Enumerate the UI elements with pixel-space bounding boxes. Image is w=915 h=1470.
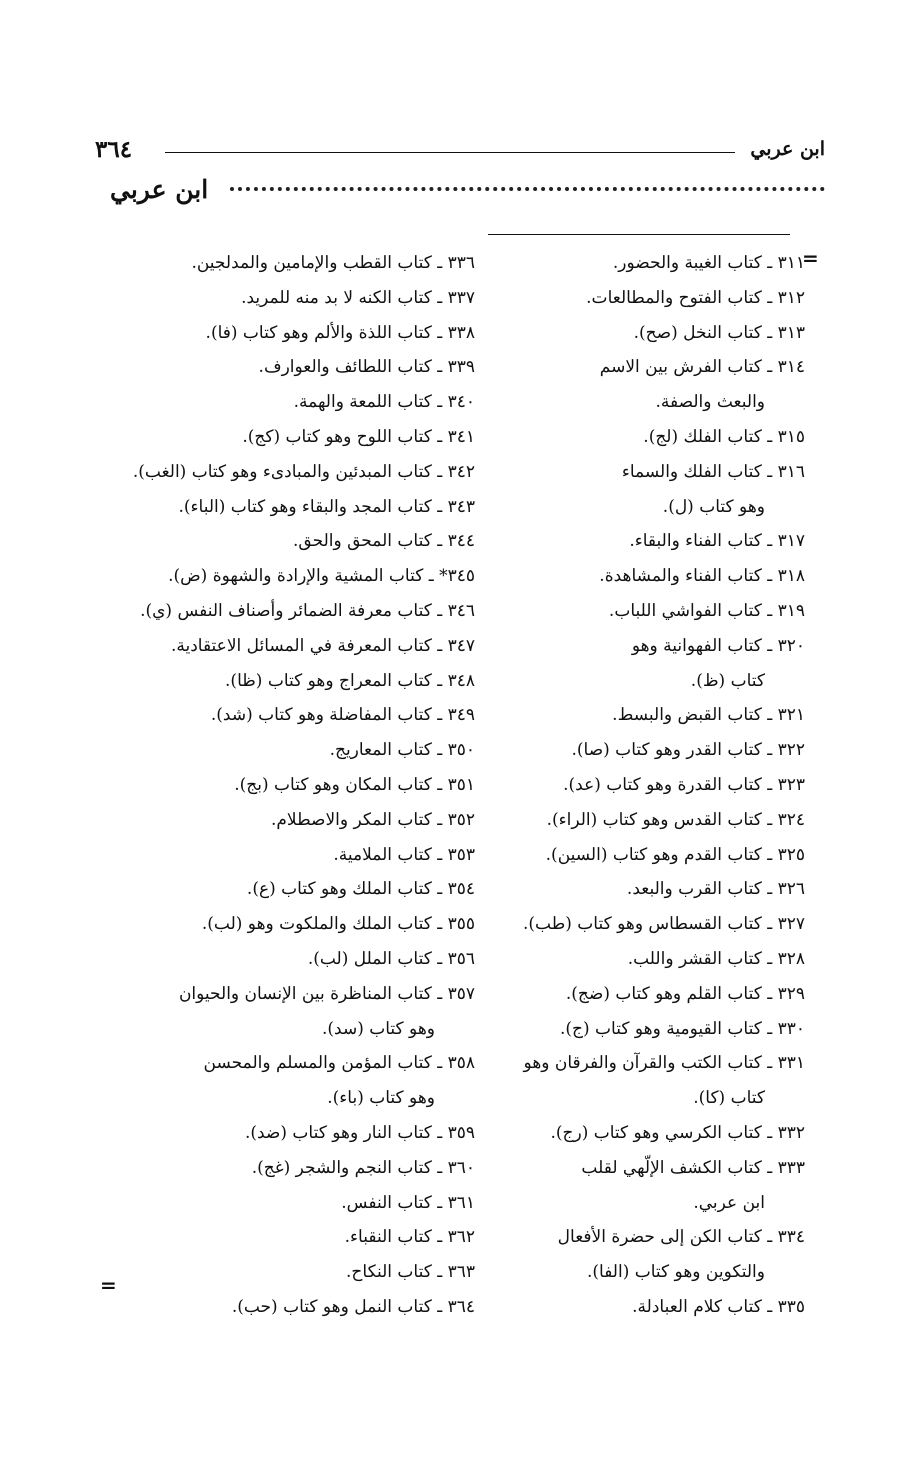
list-item: ٣٣٤ ـ كتاب الكن إلى حضرة الأفعال bbox=[557, 1227, 805, 1248]
list-item: ٣١٥ ـ كتاب الفلك (لج). bbox=[643, 426, 805, 447]
list-item: ٣٢٥ ـ كتاب القدم وهو كتاب (السين). bbox=[545, 844, 805, 865]
list-item: ٣٤٥* ـ كتاب المشية والإرادة والشهوة (ض). bbox=[168, 566, 475, 587]
list-item: ٣٥٨ ـ كتاب المؤمن والمسلم والمحسن bbox=[203, 1053, 475, 1074]
list-item: ٣٣٠ ـ كتاب القيومية وهو كتاب (ج). bbox=[560, 1018, 805, 1039]
list-item: ٣٣٨ ـ كتاب اللذة والألم وهو كتاب (فا). bbox=[205, 322, 475, 343]
column-top-rule bbox=[488, 234, 790, 235]
right-column bbox=[475, 246, 805, 1325]
list-item: ٣٣٣ ـ كتاب الكشف الإلّهي لقلب bbox=[581, 1157, 805, 1178]
list-item: ٣٤٧ ـ كتاب المعرفة في المسائل الاعتقادية. bbox=[170, 635, 475, 656]
list-item: ٣١٩ ـ كتاب الفواشي اللباب. bbox=[608, 600, 805, 621]
list-item: ٣١٤ ـ كتاب الفرش بين الاسم bbox=[599, 357, 805, 378]
list-item: ٣٣٧ ـ كتاب الكنه لا بد منه للمريد. bbox=[241, 287, 475, 308]
running-head-rule bbox=[165, 152, 735, 153]
list-item: ٣٤٤ ـ كتاب المحق والحق. bbox=[293, 531, 475, 552]
list-item: ٣٣١ ـ كتاب الكتب والقرآن والفرقان وهو bbox=[523, 1053, 805, 1074]
list-item: ٣٢٨ ـ كتاب القشر واللب. bbox=[627, 948, 805, 969]
list-item: ٣٥٤ ـ كتاب الملك وهو كتاب (ع). bbox=[246, 879, 475, 900]
list-item: ٣١٧ ـ كتاب الفناء والبقاء. bbox=[629, 531, 805, 552]
list-item: ٣٣٥ ـ كتاب كلام العبادلة. bbox=[632, 1296, 805, 1317]
entry-heading-name: ابن عربي bbox=[110, 175, 209, 204]
list-item: ٣٤٨ ـ كتاب المعراج وهو كتاب (ظا). bbox=[225, 670, 475, 691]
list-item: كتاب (كا). bbox=[693, 1088, 765, 1109]
list-item: ٣٦٤ ـ كتاب النمل وهو كتاب (حب). bbox=[231, 1296, 475, 1317]
list-item: والبعث والصفة. bbox=[655, 392, 765, 413]
list-item: ٣١١ ـ كتاب الغيبة والحضور. bbox=[612, 253, 805, 273]
running-head bbox=[95, 138, 825, 168]
list-item: ٣٤٠ ـ كتاب اللمعة والهمة. bbox=[293, 392, 475, 413]
continuation-mark-left: = bbox=[100, 1273, 117, 1297]
left-column bbox=[115, 246, 475, 1325]
page-number: ٣٦٤ bbox=[95, 136, 133, 163]
list-item: ٣٢٤ ـ كتاب القدس وهو كتاب (الراء). bbox=[546, 809, 805, 830]
dotted-leader bbox=[230, 187, 825, 191]
list-item: وهو كتاب (سد). bbox=[321, 1018, 435, 1039]
list-item: ٣٢٢ ـ كتاب القدر وهو كتاب (صا). bbox=[571, 740, 805, 761]
list-item: كتاب (ظ). bbox=[690, 670, 765, 691]
list-item: ٣٤٣ ـ كتاب المجد والبقاء وهو كتاب (الباء). bbox=[178, 496, 475, 517]
list-item: وهو كتاب (باء). bbox=[327, 1088, 435, 1109]
list-item: ٣٦٠ ـ كتاب النجم والشجر (غج). bbox=[251, 1157, 475, 1178]
list-item: ٣٣٩ ـ كتاب اللطائف والعوارف. bbox=[258, 357, 475, 378]
list-item: وهو كتاب (ل). bbox=[662, 496, 765, 517]
list-item: ٣٥٩ ـ كتاب النار وهو كتاب (ضد). bbox=[244, 1122, 475, 1143]
list-item: ٣٦١ ـ كتاب النفس. bbox=[341, 1192, 475, 1213]
list-item: ابن عربي. bbox=[693, 1192, 765, 1213]
list-item: ٣٥٦ ـ كتاب الملل (لب). bbox=[307, 948, 475, 969]
list-item: ٣٦٣ ـ كتاب النكاح. bbox=[346, 1262, 475, 1283]
list-item: ٣٤١ ـ كتاب اللوح وهو كتاب (كج). bbox=[242, 426, 475, 447]
list-item: ٣١٢ ـ كتاب الفتوح والمطالعات. bbox=[586, 287, 805, 308]
list-item: والتكوين وهو كتاب (الفا). bbox=[586, 1262, 765, 1283]
list-item: ٣٥٧ ـ كتاب المناظرة بين الإنسان والحيوان bbox=[178, 983, 475, 1004]
list-item: ٣٦٢ ـ كتاب النقباء. bbox=[344, 1227, 475, 1248]
list-item: ٣٥٥ ـ كتاب الملك والملكوت وهو (لب). bbox=[201, 914, 475, 935]
list-item: ٣٣٢ ـ كتاب الكرسي وهو كتاب (رج). bbox=[550, 1122, 805, 1143]
list-item: ٣٢٠ ـ كتاب الفهوانية وهو bbox=[631, 635, 805, 656]
entry-heading bbox=[95, 175, 825, 215]
running-head-title: ابن عربي bbox=[750, 138, 825, 160]
list-item: ٣٢٦ ـ كتاب القرب والبعد. bbox=[626, 879, 805, 900]
list-item: ٣٢٣ ـ كتاب القدرة وهو كتاب (عد). bbox=[563, 774, 805, 795]
list-item: ٣٢٧ ـ كتاب القسطاس وهو كتاب (طب). bbox=[522, 914, 805, 935]
list-item: ٣٢١ ـ كتاب القبض والبسط. bbox=[612, 705, 805, 726]
list-item: ٣٤٩ ـ كتاب المفاضلة وهو كتاب (شد). bbox=[210, 705, 475, 726]
list-item: ٣٥٣ ـ كتاب الملامية. bbox=[333, 844, 475, 865]
list-item: ٣٣٦ ـ كتاب القطب والإمامين والمدلجين. bbox=[191, 253, 475, 273]
list-item: ٣٤٢ ـ كتاب المبدئين والمبادىء وهو كتاب (الغب). bbox=[132, 461, 475, 482]
list-item: ٣١٦ ـ كتاب الفلك والسماء bbox=[621, 461, 805, 482]
list-item: ٣٤٦ ـ كتاب معرفة الضمائر وأصناف النفس (ي). bbox=[140, 600, 475, 621]
list-item: ٣١٨ ـ كتاب الفناء والمشاهدة. bbox=[599, 566, 805, 587]
list-item: ٣١٣ ـ كتاب النخل (صح). bbox=[633, 322, 805, 343]
list-item: ٣٢٩ ـ كتاب القلم وهو كتاب (ضج). bbox=[565, 983, 805, 1004]
list-item: ٣٥٠ ـ كتاب المعاريج. bbox=[329, 740, 475, 761]
list-item: ٣٥٢ ـ كتاب المكر والاصطلام. bbox=[271, 809, 475, 830]
continuation-mark-right: = bbox=[802, 246, 819, 270]
list-item: ٣٥١ ـ كتاب المكان وهو كتاب (بج). bbox=[234, 774, 475, 795]
